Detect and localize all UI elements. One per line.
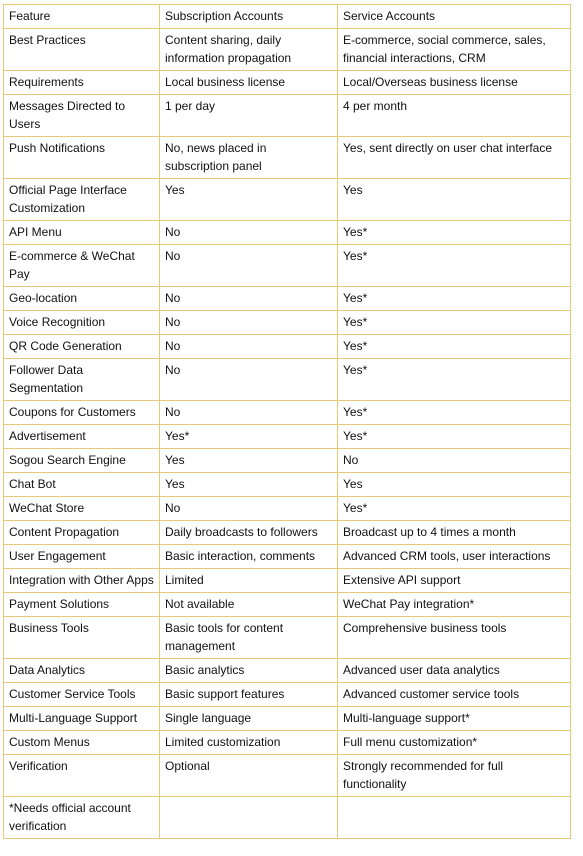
header-feature: Feature [4, 5, 160, 29]
subscription-cell: Basic tools for content management [160, 617, 338, 659]
table-row [4, 449, 571, 473]
subscription-cell: Basic interaction, comments [160, 545, 338, 569]
service-cell: Yes [338, 179, 571, 221]
feature-cell: QR Code Generation [4, 335, 160, 359]
table-row [4, 473, 571, 497]
subscription-cell: Content sharing, daily information propagation [160, 29, 338, 71]
header-service-accounts: Service Accounts [338, 5, 571, 29]
service-cell: Yes* [338, 497, 571, 521]
service-cell: Yes* [338, 287, 571, 311]
feature-cell: Requirements [4, 71, 160, 95]
table-row [4, 755, 571, 797]
subscription-cell: Optional [160, 755, 338, 797]
table-row [4, 497, 571, 521]
feature-cell: *Needs official account verification [4, 797, 160, 839]
table-row [4, 617, 571, 659]
feature-cell: Integration with Other Apps [4, 569, 160, 593]
table-row [4, 311, 571, 335]
table-row [4, 359, 571, 401]
feature-cell: Customer Service Tools [4, 683, 160, 707]
subscription-cell: No [160, 245, 338, 287]
service-cell: Advanced customer service tools [338, 683, 571, 707]
service-cell: Yes, sent directly on user chat interface [338, 137, 571, 179]
subscription-cell: No [160, 335, 338, 359]
table-row [4, 287, 571, 311]
table-header-row [4, 5, 571, 29]
service-cell: Advanced CRM tools, user interactions [338, 545, 571, 569]
service-cell: Yes* [338, 425, 571, 449]
service-cell: Multi-language support* [338, 707, 571, 731]
feature-cell: Verification [4, 755, 160, 797]
subscription-cell: Yes [160, 179, 338, 221]
subscription-cell: Daily broadcasts to followers [160, 521, 338, 545]
table-row [4, 797, 571, 839]
feature-cell: Multi-Language Support [4, 707, 160, 731]
subscription-cell: Limited customization [160, 731, 338, 755]
service-cell: Strongly recommended for full functionality [338, 755, 571, 797]
feature-cell: Custom Menus [4, 731, 160, 755]
table-row [4, 221, 571, 245]
table-body [4, 5, 571, 839]
feature-cell: Voice Recognition [4, 311, 160, 335]
subscription-cell: Basic analytics [160, 659, 338, 683]
service-cell: WeChat Pay integration* [338, 593, 571, 617]
feature-cell: Chat Bot [4, 473, 160, 497]
feature-cell: Official Page Interface Customization [4, 179, 160, 221]
feature-cell: Geo-location [4, 287, 160, 311]
subscription-cell: No [160, 359, 338, 401]
table-row [4, 71, 571, 95]
service-cell: Full menu customization* [338, 731, 571, 755]
feature-cell: Business Tools [4, 617, 160, 659]
feature-cell: E-commerce & WeChat Pay [4, 245, 160, 287]
table-row [4, 245, 571, 287]
feature-cell: WeChat Store [4, 497, 160, 521]
subscription-cell: No [160, 221, 338, 245]
table-row [4, 593, 571, 617]
service-cell: Comprehensive business tools [338, 617, 571, 659]
table-row [4, 95, 571, 137]
subscription-cell: 1 per day [160, 95, 338, 137]
subscription-cell: Yes [160, 449, 338, 473]
subscription-cell: Yes* [160, 425, 338, 449]
comparison-table [3, 4, 571, 839]
feature-cell: Advertisement [4, 425, 160, 449]
subscription-cell: No [160, 497, 338, 521]
subscription-cell: No [160, 287, 338, 311]
feature-cell: Push Notifications [4, 137, 160, 179]
subscription-cell [160, 797, 338, 839]
service-cell: Yes* [338, 359, 571, 401]
service-cell: Yes* [338, 401, 571, 425]
subscription-cell: Not available [160, 593, 338, 617]
service-cell: E-commerce, social commerce, sales, financial interactions, CRM [338, 29, 571, 71]
table-row [4, 137, 571, 179]
service-cell: Broadcast up to 4 times a month [338, 521, 571, 545]
table-row [4, 545, 571, 569]
service-cell: Yes [338, 473, 571, 497]
service-cell: No [338, 449, 571, 473]
service-cell: Yes* [338, 311, 571, 335]
table-row [4, 29, 571, 71]
feature-cell: Sogou Search Engine [4, 449, 160, 473]
table-row [4, 683, 571, 707]
comparison-table-container [3, 4, 571, 839]
subscription-cell: Yes [160, 473, 338, 497]
table-row [4, 335, 571, 359]
subscription-cell: Basic support features [160, 683, 338, 707]
header-subscription-accounts: Subscription Accounts [160, 5, 338, 29]
table-row [4, 707, 571, 731]
feature-cell: Content Propagation [4, 521, 160, 545]
feature-cell: Follower Data Segmentation [4, 359, 160, 401]
table-row [4, 425, 571, 449]
feature-cell: Data Analytics [4, 659, 160, 683]
service-cell: Extensive API support [338, 569, 571, 593]
service-cell: Local/Overseas business license [338, 71, 571, 95]
service-cell: Advanced user data analytics [338, 659, 571, 683]
service-cell [338, 797, 571, 839]
service-cell: Yes* [338, 221, 571, 245]
feature-cell: Payment Solutions [4, 593, 160, 617]
feature-cell: Best Practices [4, 29, 160, 71]
table-row [4, 179, 571, 221]
subscription-cell: No, news placed in subscription panel [160, 137, 338, 179]
table-row [4, 569, 571, 593]
service-cell: Yes* [338, 245, 571, 287]
feature-cell: Coupons for Customers [4, 401, 160, 425]
subscription-cell: No [160, 311, 338, 335]
table-row [4, 659, 571, 683]
subscription-cell: Limited [160, 569, 338, 593]
subscription-cell: Local business license [160, 71, 338, 95]
service-cell: Yes* [338, 335, 571, 359]
feature-cell: User Engagement [4, 545, 160, 569]
table-row [4, 521, 571, 545]
feature-cell: API Menu [4, 221, 160, 245]
table-row [4, 401, 571, 425]
table-row [4, 731, 571, 755]
subscription-cell: No [160, 401, 338, 425]
service-cell: 4 per month [338, 95, 571, 137]
feature-cell: Messages Directed to Users [4, 95, 160, 137]
subscription-cell: Single language [160, 707, 338, 731]
